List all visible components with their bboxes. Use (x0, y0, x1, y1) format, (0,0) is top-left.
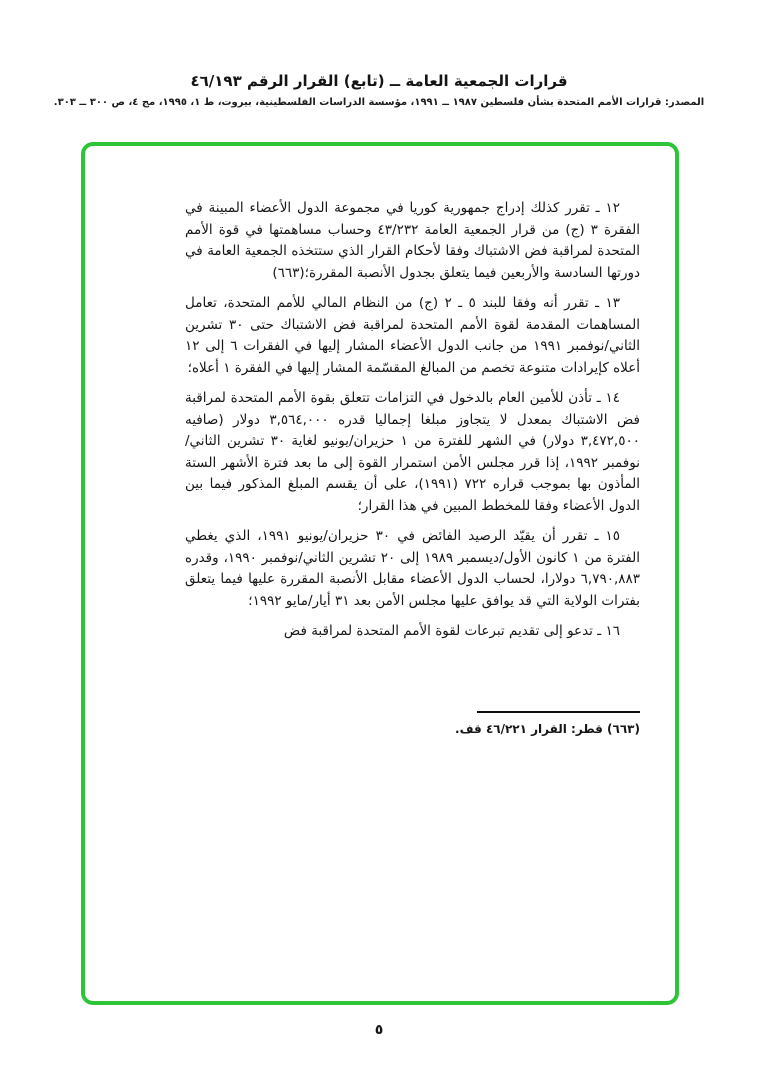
paragraph-12: ١٢ ـ تقرر كذلك إدراج جمهورية كوريا في مجموعة الدول الأعضاء المبينة في الفقرة ٣ (ج) من قرار الجمعية العامة ٤٣/٢٣٢ وحساب مساهمتها في قوة الأمم المتحدة لمراقبة فض الاشتباك وفقا لأحكام القرار الذي ستتخذه الجمعية العامة في دورتها السادسة والأربعين فيما يتعلق بجدول الأنصبة المقررة؛(٦٦٣) (185, 200, 641, 281)
page-title: قرارات الجمعية العامة ــ (تابع) القرار الرقم ٤٦/١٩٣ (190, 72, 568, 90)
footnote-divider (477, 711, 640, 713)
paragraph-14: ١٤ ـ تأذن للأمين العام بالدخول في التزامات تتعلق بقوة الأمم المتحدة لمراقبة فض الاشتباك بمعدل لا يتجاوز مبلغا إجماليا قدره ٣,٥٦٤,٠٠٠ دولار (صافيه ٣,٤٧٢,٥٠٠ دولار) في الشهر للفترة من ١ حزيران/يونيو لغاية ٣٠ تشرين الثاني/نوفمبر ١٩٩٢، إذا قرر مجلس الأمن استمرار القوة إلى ما بعد فترة الأشهر الستة المأذون بها بموجب قراره ٧٢٢ (١٩٩١)، على أن يقسم المبلغ المذكور فيما بين الدول الأعضاء وفقا للمخطط المبين في هذا القرار؛ (185, 390, 640, 514)
page-number: ٥ (374, 1022, 384, 1038)
footnote: (٦٦٣) قطر: القرار ٤٦/٢٢١ قف. (455, 721, 640, 736)
paragraph-13: ١٣ ـ تقرر أنه وفقا للبند ٥ ـ ٢ (ج) من النظام المالي للأمم المتحدة، تعامل المساهمات المقدمة لقوة الأمم المتحدة لمراقبة فض الاشتباك حتى ٣٠ تشرين الثاني/نوفمبر ١٩٩١ من جانب الدول الأعضاء المشار إليها في الفقرات ٦ إلى ١٢ أعلاه كإيرادات متنوعة تخصم من المبالغ المقسّمة المشار إليها في الفقرة ١ أعلاه؛ (185, 295, 641, 376)
content-frame (81, 142, 679, 1005)
paragraph-15: ١٥ ـ تقرر أن يقيّد الرصيد الفائض في ٣٠ حزيران/يونيو ١٩٩١، الذي يغطي الفترة من ١ كانون الأول/ديسمبر ١٩٨٩ إلى ٢٠ تشرين الثاني/نوفمبر ١٩٩٠، وقدره ٦,٧٩٠,٨٨٣ دولارا، لحساب الدول الأعضاء مقابل الأنصبة المقررة عليها فيما يتعلق بفترات الولاية التي قد يوافق عليها مجلس الأمن بعد ٣١ أيار/مايو ١٩٩٢؛ (185, 528, 640, 609)
source-line: المصدر: قرارات الأمم المتحدة بشأن فلسطين ١٩٨٧ ــ ١٩٩١، مؤسسة الدراسات الفلسطينية، بيروت، ط ١، ١٩٩٥، مج ٤، ص ٣٠٠ ــ ٣٠٣. (53, 97, 705, 108)
body-text (185, 198, 640, 738)
page-header (0, 72, 758, 108)
paragraph-16: ١٦ ـ تدعو إلى تقديم تبرعات لقوة الأمم المتحدة لمراقبة فض (283, 623, 620, 639)
footnote-area (185, 711, 640, 738)
